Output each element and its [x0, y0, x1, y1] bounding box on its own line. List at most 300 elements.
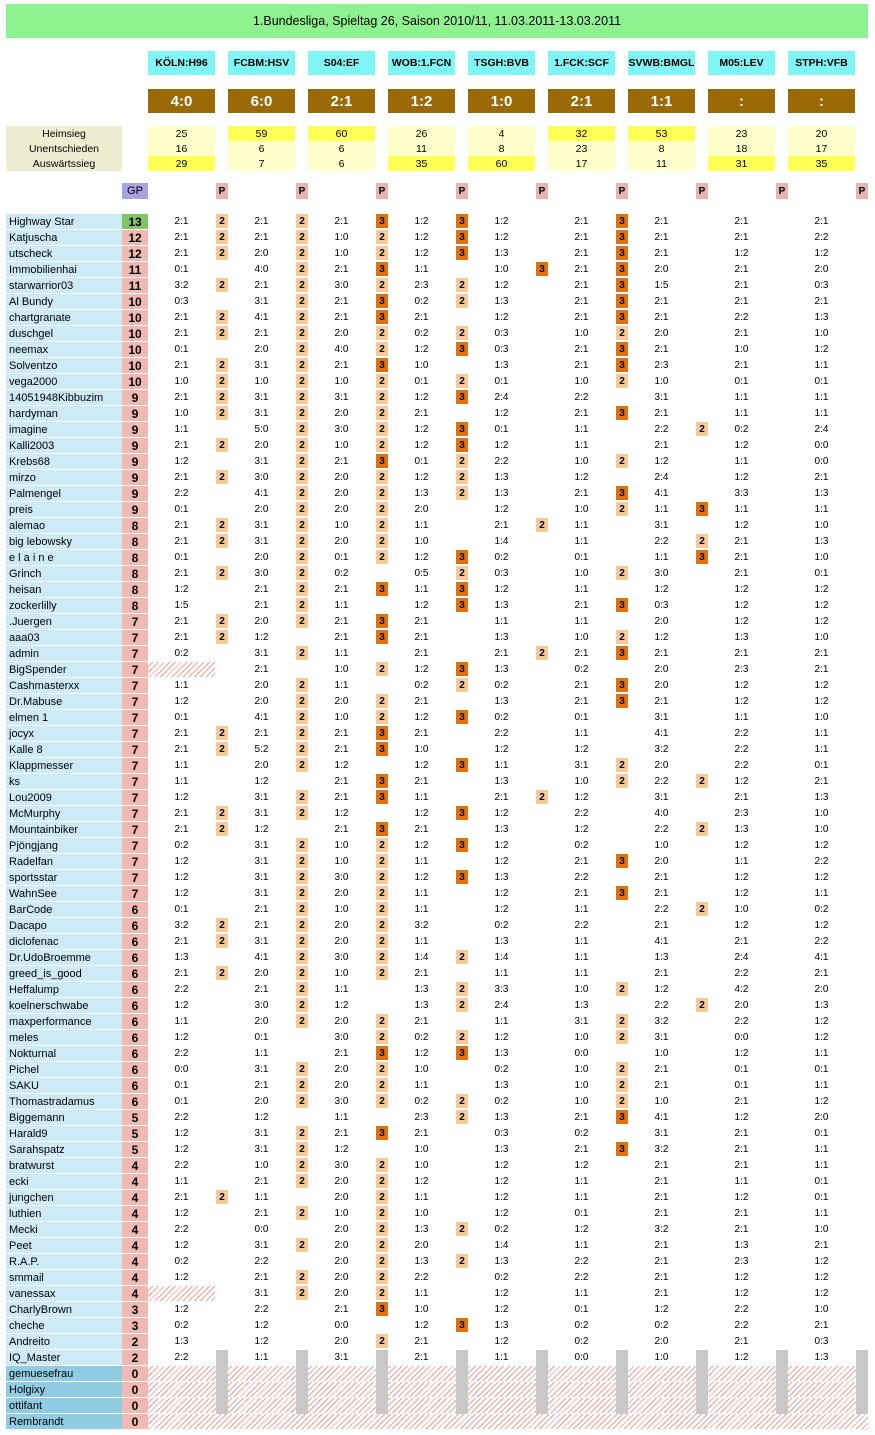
tip-points: 3 — [616, 230, 628, 244]
tip-value: 2:1 — [254, 1208, 269, 1219]
tip-value: 1:1 — [334, 984, 349, 995]
tip-value: 0:3 — [814, 280, 829, 291]
tip-value: 2:1 — [174, 312, 189, 323]
player-name: Kalle 8 — [6, 742, 122, 757]
tip-value: 2:2 — [734, 1016, 749, 1027]
tip-points: 3 — [616, 854, 628, 868]
tip-value: 1:1 — [814, 744, 829, 755]
tip-value: 2:0 — [334, 1192, 349, 1203]
player-name: greed_is_good — [6, 966, 122, 981]
tip-value: 0:1 — [414, 376, 429, 387]
points-column-header: P — [456, 183, 468, 199]
player-name: ks — [6, 774, 122, 789]
tip-value: 0:1 — [334, 552, 349, 563]
tip-points: 2 — [536, 518, 548, 532]
player-total-points: 9 — [122, 406, 148, 421]
tip-value: 2:1 — [254, 328, 269, 339]
tip-value: 1:2 — [814, 1032, 829, 1043]
player-name: diclofenac — [6, 934, 122, 949]
tip-value: 3:1 — [254, 1288, 269, 1299]
tip-value: 2:1 — [254, 664, 269, 675]
tip-value: 2:1 — [334, 360, 349, 371]
player-name: starwarrior03 — [6, 278, 122, 293]
no-tip-area — [148, 1286, 215, 1301]
player-name: Thomastradamus — [6, 1094, 122, 1109]
tip-points: 2 — [616, 630, 628, 644]
tip-points: 2 — [296, 534, 308, 548]
match-header: S04:EF — [308, 51, 375, 75]
tip-points: 2 — [696, 902, 708, 916]
tip-value: 2:0 — [334, 1272, 349, 1283]
tip-value: 2:0 — [334, 1224, 349, 1235]
tip-value: 3:1 — [654, 712, 669, 723]
player-total-points: 6 — [122, 1030, 148, 1045]
tip-value: 3:1 — [254, 1064, 269, 1075]
tip-value: 2:1 — [174, 328, 189, 339]
tip-value: 2:1 — [414, 312, 429, 323]
player-total-points: 0 — [122, 1382, 148, 1397]
tip-value: 2:1 — [494, 792, 509, 803]
tip-points: 2 — [696, 822, 708, 836]
tip-points: 2 — [376, 470, 388, 484]
tip-value: 0:2 — [654, 1320, 669, 1331]
tip-value: 1:1 — [174, 680, 189, 691]
tip-value: 1:3 — [494, 296, 509, 307]
tip-value: 2:2 — [734, 760, 749, 771]
player-name: Sarahspatz — [6, 1142, 122, 1157]
tip-value: 2:1 — [574, 296, 589, 307]
tip-value: 2:0 — [334, 1288, 349, 1299]
tip-value: 1:2 — [174, 1272, 189, 1283]
tip-points: 2 — [616, 1014, 628, 1028]
tip-value: 4:0 — [334, 344, 349, 355]
tip-value: 2:2 — [174, 1048, 189, 1059]
tip-value: 2:2 — [254, 1304, 269, 1315]
tip-value: 2:1 — [654, 1288, 669, 1299]
stat-value: 8 — [468, 141, 535, 156]
tip-value: 2:1 — [334, 728, 349, 739]
tip-value: 2:1 — [174, 808, 189, 819]
tip-value: 2:1 — [654, 1064, 669, 1075]
tip-value: 0:2 — [174, 1320, 189, 1331]
stat-value: 7 — [228, 156, 295, 171]
tip-value: 2:0 — [654, 264, 669, 275]
tip-value: 2:0 — [654, 1336, 669, 1347]
tip-value: 1:3 — [814, 1352, 829, 1363]
tip-value: 1:3 — [494, 776, 509, 787]
tip-value: 2:1 — [734, 1160, 749, 1171]
tip-value: 1:2 — [734, 872, 749, 883]
tip-points: 2 — [376, 374, 388, 388]
tip-value: 1:2 — [174, 1032, 189, 1043]
tip-value: 2:1 — [414, 776, 429, 787]
tip-value: 1:2 — [574, 1224, 589, 1235]
match-result: : — [788, 89, 855, 113]
tip-points: 2 — [616, 374, 628, 388]
tip-points: 2 — [296, 998, 308, 1012]
tip-points: 2 — [216, 246, 228, 260]
tip-value: 1:0 — [574, 1096, 589, 1107]
tip-value: 1:1 — [574, 1288, 589, 1299]
tip-points: 2 — [296, 726, 308, 740]
tip-value: 2:0 — [654, 680, 669, 691]
tip-value: 2:1 — [574, 408, 589, 419]
tip-points: 3 — [616, 406, 628, 420]
player-name: bratwurst — [6, 1158, 122, 1173]
tip-value: 2:4 — [494, 392, 509, 403]
tip-value: 2:2 — [174, 984, 189, 995]
player-total-points: 8 — [122, 550, 148, 565]
tip-value: 1:2 — [414, 248, 429, 259]
tip-value: 1:1 — [814, 1048, 829, 1059]
player-total-points: 7 — [122, 662, 148, 677]
tip-value: 1:0 — [814, 552, 829, 563]
player-name: Biggemann — [6, 1110, 122, 1125]
tip-value: 0:1 — [174, 344, 189, 355]
tip-value: 1:1 — [574, 1192, 589, 1203]
tip-value: 3:1 — [574, 760, 589, 771]
player-total-points: 10 — [122, 342, 148, 357]
tip-value: 2:1 — [174, 440, 189, 451]
points-column-header: P — [696, 183, 708, 199]
tip-value: 0:1 — [494, 424, 509, 435]
tip-points: 2 — [376, 934, 388, 948]
player-total-points: 7 — [122, 742, 148, 757]
tip-value: 1:0 — [334, 664, 349, 675]
tip-value: 1:1 — [734, 392, 749, 403]
tip-value: 2:1 — [174, 968, 189, 979]
tip-value: 2:1 — [414, 1128, 429, 1139]
tip-value: 1:1 — [254, 1352, 269, 1363]
player-name: ecki — [6, 1174, 122, 1189]
tip-value: 2:2 — [654, 904, 669, 915]
player-total-points: 3 — [122, 1302, 148, 1317]
tip-value: 1:2 — [494, 1288, 509, 1299]
tip-value: 2:0 — [254, 968, 269, 979]
tip-value: 1:0 — [414, 1064, 429, 1075]
tip-points: 2 — [296, 246, 308, 260]
tip-value: 2:0 — [334, 696, 349, 707]
tip-points: 3 — [456, 870, 468, 884]
tip-value: 1:0 — [334, 840, 349, 851]
tip-value: 1:2 — [334, 1144, 349, 1155]
player-total-points: 4 — [122, 1286, 148, 1301]
tip-points: 3 — [616, 294, 628, 308]
tip-value: 1:2 — [494, 856, 509, 867]
tip-points: 2 — [376, 246, 388, 260]
tip-value: 1:1 — [654, 504, 669, 515]
tip-points: 2 — [296, 870, 308, 884]
player-name: duschgel — [6, 326, 122, 341]
tip-value: 1:0 — [574, 984, 589, 995]
player-name: IQ_Master — [6, 1350, 122, 1365]
player-total-points: 2 — [122, 1334, 148, 1349]
tip-value: 1:1 — [254, 1192, 269, 1203]
tip-value: 1:1 — [174, 760, 189, 771]
tip-points: 3 — [456, 662, 468, 676]
player-name: maxperformance — [6, 1014, 122, 1029]
tip-value: 1:4 — [494, 1240, 509, 1251]
tip-value: 1:0 — [254, 1160, 269, 1171]
tip-value: 1:2 — [414, 840, 429, 851]
tip-value: 2:4 — [494, 1000, 509, 1011]
tip-value: 2:1 — [334, 744, 349, 755]
tip-value: 1:2 — [414, 344, 429, 355]
tip-value: 2:1 — [254, 232, 269, 243]
tip-value: 3:0 — [334, 1032, 349, 1043]
tip-value: 3:1 — [254, 1240, 269, 1251]
tip-value: 1:1 — [574, 616, 589, 627]
tip-value: 2:1 — [414, 824, 429, 835]
tip-value: 2:1 — [334, 824, 349, 835]
stat-value: 17 — [548, 156, 615, 171]
stat-value: 23 — [548, 141, 615, 156]
tip-value: 1:2 — [494, 1336, 509, 1347]
tip-value: 2:1 — [654, 1160, 669, 1171]
tip-points: 2 — [216, 310, 228, 324]
tip-value: 2:0 — [814, 264, 829, 275]
player-name: big lebowsky — [6, 534, 122, 549]
tip-value: 1:1 — [814, 1160, 829, 1171]
stat-value: 35 — [388, 156, 455, 171]
tip-value: 0:2 — [574, 664, 589, 675]
tip-value: 1:5 — [174, 600, 189, 611]
tip-value: 1:0 — [334, 968, 349, 979]
tip-points: 2 — [376, 278, 388, 292]
tip-value: 2:1 — [254, 1080, 269, 1091]
tip-value: 1:1 — [334, 648, 349, 659]
tip-points: 3 — [456, 390, 468, 404]
player-name: Katjuscha — [6, 230, 122, 245]
tip-value: 3:2 — [654, 1016, 669, 1027]
tip-value: 2:1 — [734, 536, 749, 547]
tip-value: 1:2 — [494, 1208, 509, 1219]
tip-value: 2:0 — [334, 488, 349, 499]
tip-value: 1:0 — [494, 264, 509, 275]
tip-value: 1:2 — [734, 1048, 749, 1059]
tip-points: 3 — [696, 550, 708, 564]
tip-value: 0:1 — [254, 1032, 269, 1043]
player-name: aaa03 — [6, 630, 122, 645]
player-total-points: 9 — [122, 470, 148, 485]
tip-value: 2:1 — [334, 312, 349, 323]
player-name: gemuesefrau — [6, 1366, 122, 1381]
player-total-points: 4 — [122, 1158, 148, 1173]
player-total-points: 9 — [122, 422, 148, 437]
tip-value: 2:2 — [814, 936, 829, 947]
tip-value: 1:1 — [574, 584, 589, 595]
tip-value: 2:2 — [734, 1320, 749, 1331]
tip-points: 2 — [376, 550, 388, 564]
tip-points: 3 — [696, 502, 708, 516]
player-total-points: 2 — [122, 1350, 148, 1365]
tip-value: 2:1 — [254, 280, 269, 291]
tip-value: 1:2 — [654, 984, 669, 995]
tip-value: 0:2 — [414, 296, 429, 307]
tip-value: 1:3 — [494, 360, 509, 371]
stat-value: 6 — [308, 141, 375, 156]
tip-value: 1:1 — [734, 456, 749, 467]
tip-value: 2:1 — [654, 872, 669, 883]
player-total-points: 7 — [122, 774, 148, 789]
tip-value: 3:2 — [654, 1224, 669, 1235]
tip-value: 3:1 — [654, 1128, 669, 1139]
tip-value: 3:1 — [254, 520, 269, 531]
empty-points-column — [456, 1350, 468, 1414]
tip-value: 2:0 — [334, 504, 349, 515]
tip-points: 2 — [216, 1190, 228, 1204]
tip-value: 2:1 — [654, 696, 669, 707]
match-result: : — [708, 89, 775, 113]
tip-value: 2:0 — [334, 936, 349, 947]
tip-value: 2:1 — [654, 1192, 669, 1203]
tip-points: 2 — [216, 358, 228, 372]
tip-points: 2 — [296, 950, 308, 964]
tip-value: 1:0 — [734, 904, 749, 915]
tip-points: 2 — [216, 390, 228, 404]
tip-value: 2:0 — [654, 328, 669, 339]
tip-value: 1:1 — [334, 1112, 349, 1123]
tip-value: 2:1 — [734, 360, 749, 371]
tip-value: 1:0 — [654, 1096, 669, 1107]
player-total-points: 9 — [122, 486, 148, 501]
player-name: elmen 1 — [6, 710, 122, 725]
tip-value: 2:1 — [574, 600, 589, 611]
tip-value: 2:1 — [814, 296, 829, 307]
tip-value: 1:2 — [334, 760, 349, 771]
tip-value: 1:1 — [814, 888, 829, 899]
tip-value: 1:2 — [414, 440, 429, 451]
tip-value: 1:0 — [654, 840, 669, 851]
tip-value: 1:2 — [334, 808, 349, 819]
tip-points: 2 — [216, 406, 228, 420]
empty-points-column — [536, 1350, 548, 1414]
tip-value: 1:3 — [574, 1000, 589, 1011]
tip-points: 2 — [456, 1030, 468, 1044]
tip-value: 2:1 — [654, 344, 669, 355]
tip-value: 3:2 — [654, 744, 669, 755]
player-name: mirzo — [6, 470, 122, 485]
tip-value: 1:3 — [814, 312, 829, 323]
tip-value: 1:2 — [254, 1336, 269, 1347]
tip-points: 3 — [456, 230, 468, 244]
tip-value: 0:1 — [174, 712, 189, 723]
tip-value: 1:0 — [814, 808, 829, 819]
tip-value: 1:2 — [494, 744, 509, 755]
tip-value: 2:2 — [174, 1224, 189, 1235]
tip-value: 1:2 — [254, 1320, 269, 1331]
tip-value: 0:2 — [494, 1272, 509, 1283]
tip-value: 2:4 — [814, 424, 829, 435]
tip-value: 3:0 — [334, 1160, 349, 1171]
tip-points: 3 — [616, 646, 628, 660]
tip-value: 1:2 — [414, 552, 429, 563]
tip-value: 1:1 — [414, 584, 429, 595]
tip-value: 1:0 — [574, 376, 589, 387]
match-header: SVWB:BMGL — [628, 51, 695, 75]
tip-value: 1:3 — [494, 664, 509, 675]
tip-value: 2:0 — [334, 1336, 349, 1347]
match-header: WOB:1.FCN — [388, 51, 455, 75]
tip-value: 3:1 — [574, 1016, 589, 1027]
tip-value: 1:2 — [494, 232, 509, 243]
player-name: hardyman — [6, 406, 122, 421]
tip-points: 3 — [616, 246, 628, 260]
tip-value: 0:1 — [814, 1128, 829, 1139]
tip-value: 1:1 — [734, 712, 749, 723]
tip-points: 2 — [296, 1014, 308, 1028]
tip-value: 4:0 — [654, 808, 669, 819]
player-total-points: 8 — [122, 534, 148, 549]
tip-points: 2 — [296, 1078, 308, 1092]
tip-value: 1:4 — [494, 952, 509, 963]
player-total-points: 7 — [122, 758, 148, 773]
tip-points: 2 — [616, 758, 628, 772]
tip-value: 3:1 — [254, 888, 269, 899]
tip-value: 2:0 — [814, 1112, 829, 1123]
player-name: chartgranate — [6, 310, 122, 325]
tip-points: 2 — [296, 582, 308, 596]
tip-points: 2 — [376, 342, 388, 356]
tip-value: 1:2 — [734, 1272, 749, 1283]
tip-value: 1:2 — [494, 440, 509, 451]
tip-points: 2 — [456, 950, 468, 964]
player-total-points: 11 — [122, 278, 148, 293]
tip-value: 0:3 — [494, 1128, 509, 1139]
tip-points: 3 — [456, 342, 468, 356]
tip-value: 1:2 — [494, 808, 509, 819]
tip-points: 3 — [616, 886, 628, 900]
tip-value: 1:3 — [414, 984, 429, 995]
tip-value: 1:1 — [574, 952, 589, 963]
tip-value: 0:2 — [734, 424, 749, 435]
player-name: Radelfan — [6, 854, 122, 869]
tip-value: 2:0 — [654, 664, 669, 675]
tip-value: 1:0 — [574, 1080, 589, 1091]
tip-value: 2:1 — [414, 1352, 429, 1363]
tip-points: 2 — [296, 502, 308, 516]
tip-value: 2:1 — [734, 328, 749, 339]
tip-value: 2:1 — [334, 296, 349, 307]
tip-points: 2 — [376, 438, 388, 452]
empty-points-column — [616, 1350, 628, 1414]
tip-points: 3 — [376, 742, 388, 756]
tip-value: 0:3 — [174, 296, 189, 307]
tip-value: 1:0 — [574, 568, 589, 579]
tip-value: 0:1 — [574, 1304, 589, 1315]
tip-value: 1:2 — [734, 440, 749, 451]
tip-value: 1:2 — [494, 888, 509, 899]
tip-points: 2 — [376, 1222, 388, 1236]
tip-value: 2:1 — [414, 632, 429, 643]
tip-points: 2 — [536, 790, 548, 804]
tip-value: 0:2 — [494, 920, 509, 931]
tip-points: 2 — [296, 758, 308, 772]
tip-value: 4:1 — [254, 952, 269, 963]
tip-value: 3:0 — [334, 1096, 349, 1107]
tip-value: 2:4 — [734, 952, 749, 963]
player-name: 14051948Kibbuzim — [6, 390, 122, 405]
tip-value: 2:1 — [494, 648, 509, 659]
player-name: BarCode — [6, 902, 122, 917]
tip-points: 2 — [456, 278, 468, 292]
tip-value: 1:3 — [494, 1144, 509, 1155]
tip-value: 0:2 — [174, 1256, 189, 1267]
tip-value: 2:1 — [254, 1272, 269, 1283]
tip-value: 1:2 — [734, 616, 749, 627]
tip-points: 2 — [456, 470, 468, 484]
tip-value: 1:1 — [574, 536, 589, 547]
